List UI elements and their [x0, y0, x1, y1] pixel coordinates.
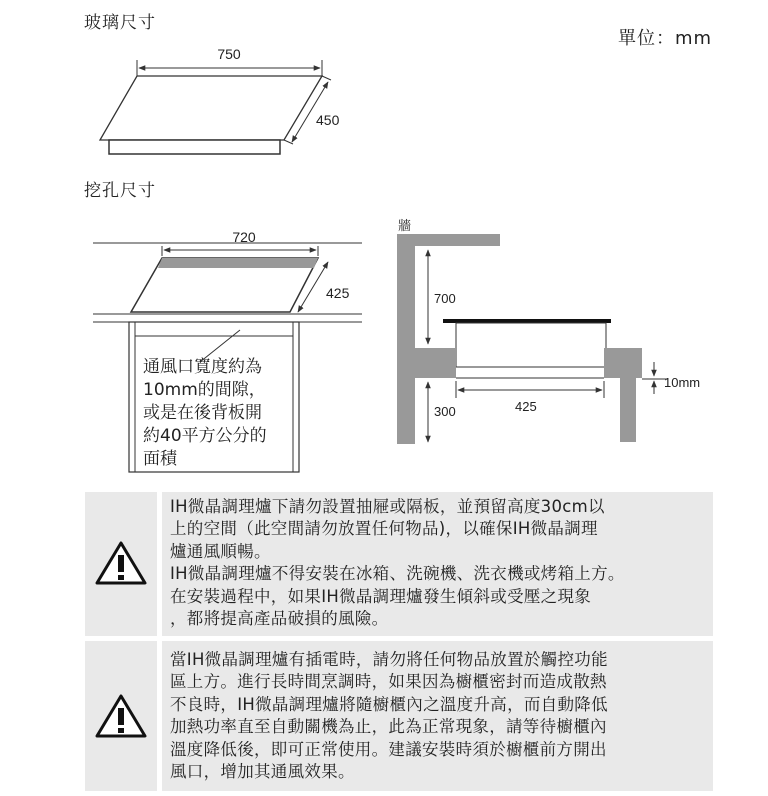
- side-view-diagram: [397, 218, 700, 444]
- warning-triangle-icon: [95, 693, 147, 739]
- warning-line: 溫度降低後，即可正常使用。建議安裝時須於櫥櫃前方開出: [170, 739, 607, 759]
- upper-shelf: [397, 234, 500, 246]
- glass-diagram: [100, 46, 340, 154]
- warning-triangle-icon: [95, 540, 147, 586]
- warning-line: ，都將提高產品破損的風險。: [170, 609, 389, 629]
- warning-line: 風口，增加其通風效果。: [170, 762, 355, 782]
- warning-line: 不良時，IH微晶調理爐將隨櫥櫃內之溫度升高，而自動降低: [170, 694, 608, 714]
- warning-line: 上的空間（此空間請勿放置任何物品)，以確保IH微晶調理: [170, 519, 598, 539]
- gap-label: 10mm: [664, 375, 701, 390]
- warning-divider: [157, 641, 162, 791]
- depth-425-label: 425: [515, 399, 537, 414]
- glass-top: [100, 76, 322, 140]
- warning-icon-cell: [85, 492, 157, 636]
- cabinet-side: [620, 378, 636, 442]
- cooktop-glass: [443, 319, 611, 323]
- warning-text-2: [170, 649, 713, 783]
- vent-note-line: 10mm的間隙，: [143, 380, 266, 400]
- vent-note-line: 約40平方公分的: [143, 426, 267, 446]
- warning-line: 爐通風順暢。: [170, 541, 271, 561]
- height-300-label: 300: [434, 404, 456, 419]
- counter-right: [604, 348, 642, 378]
- height-700-label: 700: [434, 291, 456, 306]
- warning-text-1: [170, 496, 713, 630]
- vent-note-line: 面積: [143, 449, 177, 469]
- cutout-size-heading: 挖孔尺寸: [84, 181, 156, 201]
- glass-width-label: 750: [217, 46, 241, 62]
- warning-divider: [157, 492, 162, 636]
- warning-line: 在安裝過程中，如果IH微晶調理爐發生傾斜或受壓之現象: [170, 586, 592, 606]
- warning-panel-1: [85, 492, 713, 636]
- unit-label: 單位：mm: [618, 28, 713, 49]
- cutout-shadow: [158, 258, 318, 268]
- glass-base: [109, 140, 280, 154]
- cutout-depth-label: 425: [326, 285, 350, 301]
- vent-note-line: 通風口寬度約為: [143, 357, 262, 377]
- counter-left: [415, 348, 456, 378]
- vent-note: [143, 356, 291, 471]
- warning-line: IH微晶調理爐不得安裝在冰箱、洗碗機、洗衣機或烤箱上方。: [170, 564, 625, 584]
- warning-line: IH微晶調理爐下請勿設置抽屜或隔板，並預留高度30cm以: [170, 497, 605, 516]
- cutout-width-label: 720: [232, 229, 256, 245]
- warning-panel-2: [85, 641, 713, 791]
- warning-line: 加熱功率直至自動關機為止，此為正常現象，請等待櫥櫃內: [170, 717, 607, 737]
- warning-icon-cell: [85, 641, 157, 791]
- glass-size-heading: 玻璃尺寸: [84, 13, 156, 33]
- wall: [397, 234, 415, 444]
- wall-label: 牆: [398, 218, 412, 233]
- glass-depth-label: 450: [316, 112, 340, 128]
- vent-note-line: 或是在後背板開: [143, 403, 262, 423]
- cooktop-body: [456, 323, 606, 367]
- warning-line: 區上方。進行長時間烹調時，如果因為櫥櫃密封而造成散熱: [170, 672, 607, 692]
- warning-line: 當IH微晶調理爐有插電時，請勿將任何物品放置於觸控功能: [170, 650, 608, 669]
